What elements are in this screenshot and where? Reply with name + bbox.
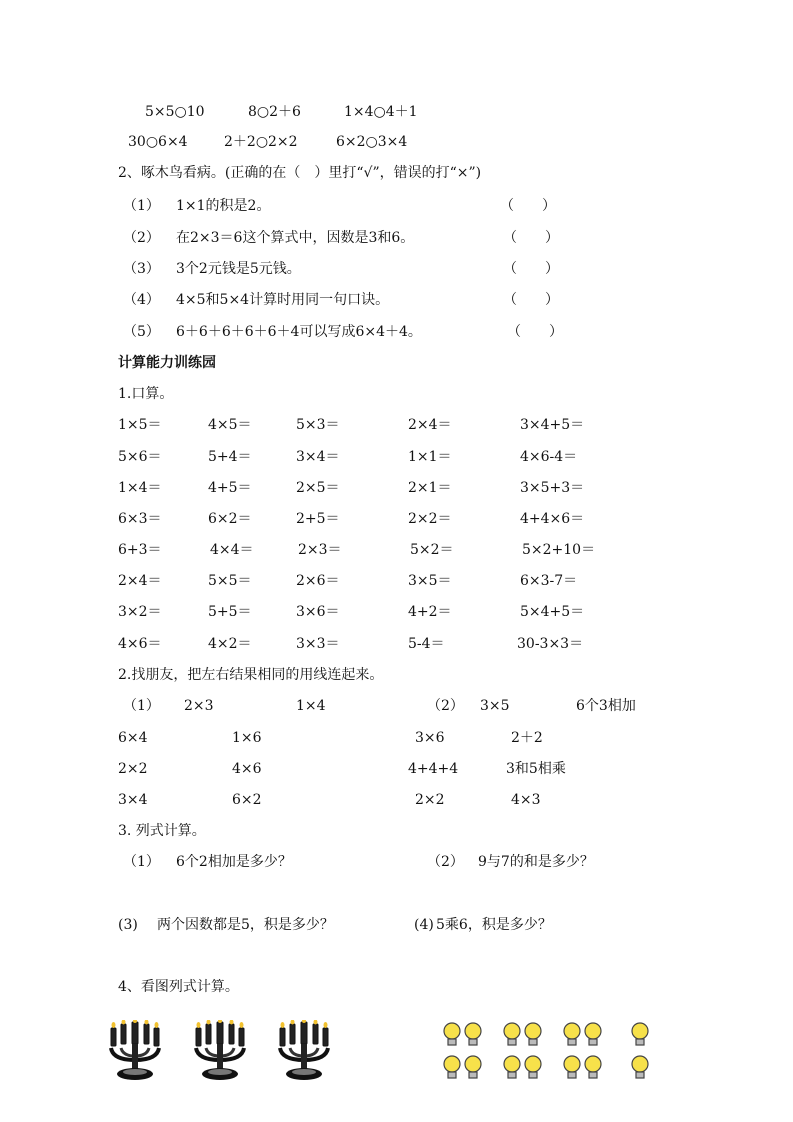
judge-text: 6＋6＋6＋6＋6＋4可以写成6×4＋4。 — [176, 324, 422, 340]
candelabra-icon — [105, 1020, 165, 1082]
match-item[interactable]: 3×4 — [118, 792, 148, 808]
match-item[interactable]: 6×2 — [232, 792, 262, 808]
judge-num: （2） — [123, 230, 160, 246]
oral-item: 3×5＝ — [408, 573, 452, 589]
match-item[interactable]: 6×4 — [118, 730, 148, 746]
oral-item: 3×3＝ — [296, 636, 340, 652]
candelabra-icon — [190, 1020, 250, 1082]
oral-item: 5×2＝ — [410, 542, 454, 558]
oral-item: 2×6＝ — [296, 573, 340, 589]
oral-item: 1×4＝ — [118, 480, 162, 496]
oral-item: 1×1＝ — [408, 449, 452, 465]
match-item[interactable]: 1×4 — [296, 698, 326, 714]
oral-item: 3×4＝ — [296, 449, 340, 465]
judge-num: （3） — [123, 261, 160, 277]
oral-item: 3×4+5＝ — [520, 417, 585, 433]
oral-item: 3×2＝ — [118, 604, 162, 620]
oral-item: 4×2＝ — [208, 636, 252, 652]
judge-text: 1×1的积是2。 — [176, 198, 271, 214]
oral-item: 1×5＝ — [118, 417, 162, 433]
oral-item: 30-3×3＝ — [517, 636, 584, 652]
match-item[interactable]: 3和5相乘 — [506, 761, 566, 777]
match-item[interactable]: 6个3相加 — [576, 698, 636, 714]
oral-item: 5+4＝ — [208, 449, 252, 465]
oral-item: 3×6＝ — [296, 604, 340, 620]
word-num: (4) — [414, 917, 434, 933]
oral-item: 6×3-7＝ — [520, 573, 578, 589]
judge-text: 4×5和5×4计算时用同一句口诀。 — [176, 292, 390, 308]
judge-num: （1） — [123, 198, 160, 214]
match-item[interactable]: 2×2 — [118, 761, 148, 777]
oral-item: 6+3＝ — [118, 542, 162, 558]
compare-item: 1×4○4＋1 — [344, 104, 418, 120]
match-item[interactable]: 2×2 — [415, 792, 445, 808]
judge-text: 3个2元钱是5元钱。 — [176, 261, 301, 277]
compare-item: 5×5○10 — [145, 104, 205, 120]
oral-item: 5+5＝ — [208, 604, 252, 620]
compare-item: 2＋2○2×2 — [224, 134, 298, 150]
match-title: 2.找朋友，把左右结果相同的用线连起来。 — [118, 667, 384, 683]
answer-parentheses[interactable]: （ ） — [507, 324, 563, 340]
oral-title: 1.口算。 — [118, 386, 174, 402]
oral-item: 4×4＝ — [210, 542, 254, 558]
oral-item: 4×5＝ — [208, 417, 252, 433]
light-bulb-icon — [441, 1020, 485, 1086]
compare-item: 30○6×4 — [128, 134, 188, 150]
oral-item: 2×5＝ — [296, 480, 340, 496]
candelabra-icon — [274, 1020, 334, 1082]
compare-item: 8○2＋6 — [248, 104, 301, 120]
match-item[interactable]: 3×5 — [480, 698, 510, 714]
judge-num: （5） — [123, 324, 160, 340]
word-title: 3. 列式计算。 — [118, 823, 206, 839]
match-item[interactable]: 1×6 — [232, 730, 262, 746]
match-item[interactable]: 4×6 — [232, 761, 262, 777]
compare-item: 6×2○3×4 — [336, 134, 408, 150]
answer-parentheses[interactable]: （ ） — [500, 198, 556, 214]
light-bulb-icon — [501, 1020, 545, 1086]
oral-item: 2×4＝ — [118, 573, 162, 589]
oral-item: 5-4＝ — [408, 636, 445, 652]
oral-item: 2×3＝ — [298, 542, 342, 558]
oral-item: 5×3＝ — [296, 417, 340, 433]
judge-num: （4） — [123, 292, 160, 308]
word-question: 5乘6，积是多少？ — [436, 917, 552, 933]
light-bulb-icon — [627, 1020, 653, 1086]
judge-text: 在2×3＝6这个算式中，因数是3和6。 — [176, 230, 415, 246]
match-num: （2） — [427, 698, 464, 714]
oral-item: 5×6＝ — [118, 449, 162, 465]
oral-item: 2+5＝ — [296, 511, 340, 527]
oral-item: 6×2＝ — [208, 511, 252, 527]
oral-item: 5×5＝ — [208, 573, 252, 589]
oral-item: 5×4+5＝ — [520, 604, 585, 620]
oral-item: 4×6-4＝ — [520, 449, 578, 465]
word-question: 两个因数都是5，积是多少？ — [157, 917, 334, 933]
match-item[interactable]: 3×6 — [415, 730, 445, 746]
answer-parentheses[interactable]: （ ） — [503, 261, 559, 277]
match-item[interactable]: 4+4+4 — [408, 761, 459, 777]
match-item[interactable]: 4×3 — [511, 792, 541, 808]
oral-item: 2×4＝ — [408, 417, 452, 433]
oral-item: 4+4×6＝ — [520, 511, 585, 527]
picture-title: 4、看图列式计算。 — [118, 979, 239, 995]
oral-item: 2×2＝ — [408, 511, 452, 527]
judge-title: 2、啄木鸟看病。(正确的在（ ）里打“√”，错误的打“×”) — [118, 165, 482, 181]
oral-item: 5×2+10＝ — [522, 542, 596, 558]
oral-item: 4+5＝ — [208, 480, 252, 496]
answer-parentheses[interactable]: （ ） — [503, 292, 559, 308]
match-item[interactable]: 2＋2 — [511, 730, 543, 746]
light-bulb-icon — [561, 1020, 605, 1086]
word-num: （1） — [123, 854, 160, 870]
word-num: （2） — [427, 854, 464, 870]
word-question: 6个2相加是多少？ — [176, 854, 292, 870]
oral-item: 4×6＝ — [118, 636, 162, 652]
word-num: (3) — [118, 917, 138, 933]
oral-item: 6×3＝ — [118, 511, 162, 527]
word-question: 9与7的和是多少？ — [478, 854, 594, 870]
section-title: 计算能力训练园 — [118, 355, 216, 371]
match-item[interactable]: 2×3 — [184, 698, 214, 714]
match-num: （1） — [123, 698, 160, 714]
oral-item: 3×5+3＝ — [520, 480, 585, 496]
answer-parentheses[interactable]: （ ） — [503, 230, 559, 246]
oral-item: 2×1＝ — [408, 480, 452, 496]
oral-item: 4+2＝ — [408, 604, 452, 620]
